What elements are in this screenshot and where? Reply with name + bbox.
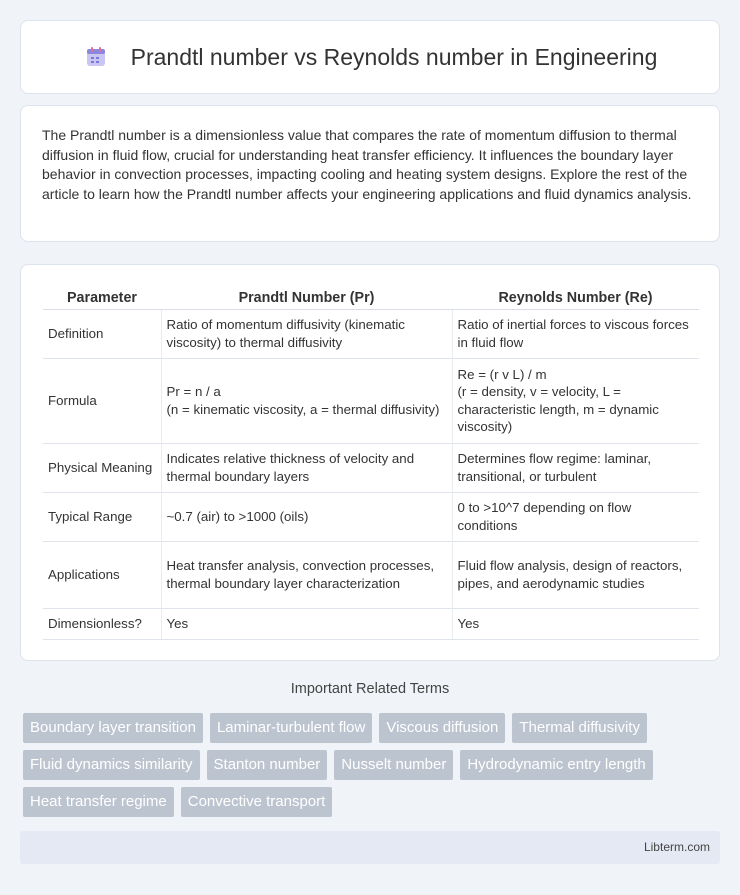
row-prandtl: Indicates relative thickness of velocity and thermal boundary layers	[161, 443, 452, 492]
footer-link[interactable]: Libterm.com	[643, 840, 710, 854]
related-terms	[23, 713, 723, 824]
comparison-table	[43, 285, 699, 640]
term-tag[interactable]: Convective transport	[181, 787, 333, 817]
title-card	[20, 20, 720, 94]
term-tag[interactable]: Laminar-turbulent flow	[210, 713, 372, 743]
row-reynolds: Determines flow regime: laminar, transitional, or turbulent	[452, 443, 699, 492]
term-tag[interactable]: Boundary layer transition	[23, 713, 203, 743]
tag-row	[23, 713, 723, 743]
row-prandtl: ~0.7 (air) to >1000 (oils)	[161, 492, 452, 541]
row-reynolds: Ratio of inertial forces to viscous forces in fluid flow	[452, 309, 699, 358]
term-tag[interactable]: Nusselt number	[334, 750, 453, 780]
page-title: Prandtl number vs Reynolds number in Engineering	[130, 43, 658, 70]
table-row	[43, 309, 699, 358]
tag-row	[23, 787, 723, 817]
row-prandtl: Pr = n / a (n = kinematic viscosity, a = thermal diffusivity)	[161, 358, 452, 443]
term-tag[interactable]: Viscous diffusion	[379, 713, 505, 743]
term-tag[interactable]: Hydrodynamic entry length	[460, 750, 652, 780]
row-parameter: Dimensionless?	[43, 608, 161, 639]
term-tag[interactable]: Fluid dynamics similarity	[23, 750, 200, 780]
intro-card	[20, 105, 720, 242]
row-reynolds: Re = (r v L) / m (r = density, v = velocity, L = characteristic length, m = dynamic viscosity)	[452, 358, 699, 443]
row-parameter: Physical Meaning	[43, 443, 161, 492]
row-prandtl: Ratio of momentum diffusivity (kinematic viscosity) to thermal diffusivity	[161, 309, 452, 358]
table-header-row	[43, 285, 699, 309]
footer	[20, 831, 720, 864]
term-tag[interactable]: Stanton number	[207, 750, 328, 780]
row-reynolds: 0 to >10^7 depending on flow conditions	[452, 492, 699, 541]
row-reynolds: Yes	[452, 608, 699, 639]
table-row	[43, 492, 699, 541]
row-reynolds: Fluid flow analysis, design of reactors, pipes, and aerodynamic studies	[452, 541, 699, 608]
calendar-icon	[83, 44, 109, 70]
row-parameter: Applications	[43, 541, 161, 608]
table-row	[43, 541, 699, 608]
tag-row	[23, 750, 723, 780]
table-row	[43, 443, 699, 492]
term-tag[interactable]: Thermal diffusivity	[512, 713, 647, 743]
intro-text: The Prandtl number is a dimensionless value that compares the rate of momentum diffusion to thermal diffusion in fluid flow, crucial for understanding heat transfer efficiency. It influences the boundary layer behavior in convection processes, impacting cooling and heating system designs. Explore the rest of the article to learn how the Prandtl number affects your engineering applications and fluid dynamics analysis.	[42, 127, 692, 202]
table-row	[43, 608, 699, 639]
table-row	[43, 358, 699, 443]
term-tag[interactable]: Heat transfer regime	[23, 787, 174, 817]
comparison-table-card	[20, 264, 720, 661]
row-parameter: Definition	[43, 309, 161, 358]
row-parameter: Formula	[43, 358, 161, 443]
header-prandtl: Prandtl Number (Pr)	[161, 285, 452, 309]
related-terms-heading: Important Related Terms	[290, 681, 450, 697]
header-reynolds: Reynolds Number (Re)	[452, 285, 699, 309]
row-prandtl: Heat transfer analysis, convection processes, thermal boundary layer characterization	[161, 541, 452, 608]
row-prandtl: Yes	[161, 608, 452, 639]
header-parameter: Parameter	[43, 285, 161, 309]
row-parameter: Typical Range	[43, 492, 161, 541]
